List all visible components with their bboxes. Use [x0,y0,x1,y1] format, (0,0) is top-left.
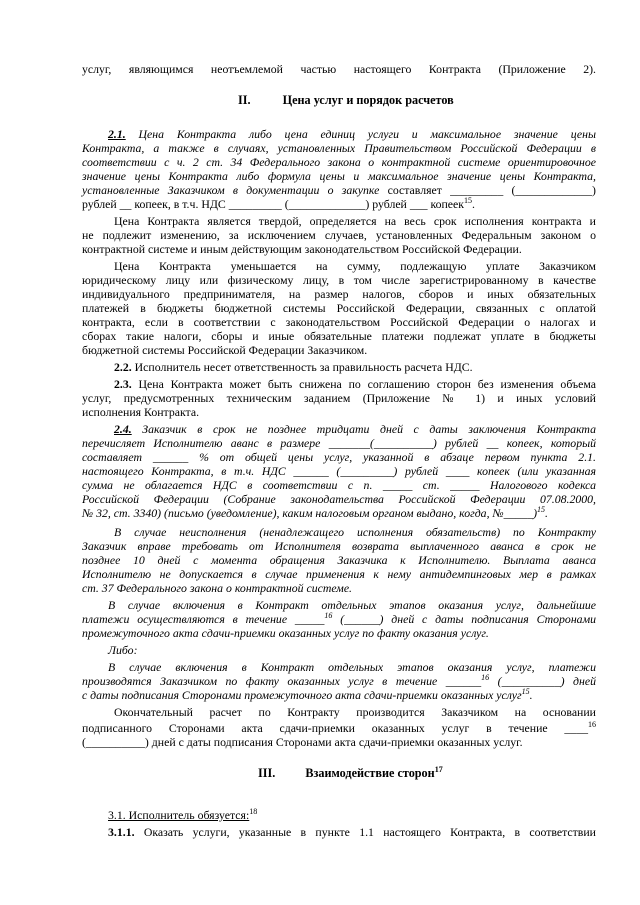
clause-3-1 [82,808,596,822]
stages-payment-text: (______) дней с даты подписания Сторонами [332,612,596,626]
clause-2-1-line: соответствии с ч. 2 ст. 34 Федерального закона о контрактной системе ориентировочное [82,155,596,169]
clause-3-1-text: 3.1. Исполнитель обязуется: [108,808,250,822]
footnote-ref: 16 [481,673,490,682]
clause-3-1-1 [82,825,596,839]
clause-2-1-line: значение цены Контракта либо формула цены и максимальное значение цены Контракта, [82,169,596,183]
final-payment-line [82,721,596,735]
firm-price-line: контрактной системе и иным действующим законодательством Российской Федерации. [82,242,522,256]
clause-2-2 [82,360,596,374]
clause-2-4-line [82,506,596,520]
advance-return-line: ст. 37 Федерального закона о контрактной системе. [82,581,353,595]
advance-return-line: Заказчик вправе требовать от Исполнителя возврата выплаченного аванса в срок не [82,539,596,553]
section-2-title: Цена услуг и порядок расчетов [282,93,454,107]
clause-2-3-line: услуг, предусмотренных техническим заданием (Приложение № 1) и иных условий [82,391,596,405]
stages-payment-line: промежуточного акта сдачи-приемки оказанных услуг по факту оказания услуг. [82,626,489,640]
stages-alt-line [82,688,596,702]
clause-2-1-number: 2.1. [108,127,126,141]
clause-2-1-line [82,127,596,141]
period: . [545,506,548,520]
tax-paragraph-line: индивидуального предпринимателя, на размер налогов, сборов и иных обязательных [82,287,596,301]
footnote-ref: 15 [464,196,473,205]
tax-paragraph-line: сборах такие налоги, сборы и иные обязательные платежи подлежат уплате в бюджеты [82,329,596,343]
period: . [529,688,533,702]
stages-payment-line [82,612,596,626]
clause-2-4-number: 2.4. [114,422,132,436]
clause-2-4-line [82,422,596,436]
section-3-title: Взаимодействие сторон [305,766,435,780]
clause-3-1-1-text: Оказать услуги, указанные в пункте 1.1 настоящего Контракта, в соответствии [134,825,596,839]
final-payment-line: Окончательный расчет по Контракту производится Заказчиком на основании [114,705,596,719]
clause-2-1-line: Контракта, а также в случаях, установленных Правительством Российской Федерации в [82,141,596,155]
clause-2-4-text: № 32, ст. 3340) (письмо (уведомление), каким налоговым органом выдано, когда, №_____) [82,506,538,520]
advance-return-line: В случае неисполнения (ненадлежащего исполнения обязательств) по Контракту [114,525,596,539]
either-label: Либо: [108,643,138,657]
section-2-number: II. [238,93,251,107]
clause-2-1-italic-text: установленные Заказчиком в документации о закупке [82,183,380,197]
footnote-ref: 16 [588,720,596,729]
clause-2-3-number: 2.3. [114,377,132,391]
clause-2-4-line: Российской Федерации (Собрание законодательства Российской Федерации 07.08.2000, [82,492,596,506]
firm-price-line: не подлежит изменению, за исключением случаев, установленных Федеральным законом о [82,228,596,242]
firm-price-line: Цена Контракта является твердой, определяется на весь срок исполнения контракта и [114,214,596,228]
clause-2-4-line: перечисляет Исполнителю аванс в размере _______(__________) рублей __ копеек, который [82,436,596,450]
section-2-heading [238,93,454,108]
clause-2-2-text: Исполнитель несет ответственность за правильность расчета НДС. [131,360,473,374]
advance-return-line: позднее 10 дней с момента обращения Заказчика к Исполнителю. Выплата аванса [82,553,596,567]
stages-alt-text: (__________) дней [489,674,596,688]
stages-alt-text: с даты подписания Сторонами промежуточного акта сдачи-приемки оказанных услуг [82,688,522,702]
period: . [472,197,475,211]
footnote-ref: 15 [537,505,546,514]
stages-payment-text: платежи осуществляются в течение _____ [82,612,325,626]
advance-return-line: Исполнителю не допускается в случае применения к нему антидемпинговых мер в рамках [82,567,596,581]
final-payment-text: подписанного Сторонами акта сдачи-приемки оказанных услуг в течение ____ [82,721,588,735]
footnote-ref: 16 [324,611,333,620]
stages-alt-text: производятся Заказчиком по факту оказанных услуг в течение ______ [82,674,482,688]
tax-paragraph-line: юридическому лицу или физическому лицу, в том числе зарегистрированному в качестве [82,273,596,287]
stages-alt-line [82,674,596,688]
tax-paragraph-line: Цена Контракта уменьшается на сумму, подлежащую уплате Заказчиком [114,259,596,273]
footnote-ref: 18 [249,807,258,816]
clause-2-4-line: сумма не облагается НДС в соответствии с п. _____ ст. _____ Налогового кодекса [82,478,596,492]
clause-2-4-line: составляет ______ % от общей цены услуг, указанной в абзаце первом пункта 2.1. [82,450,596,464]
clause-2-4-text: Заказчик в срок не позднее тридцати дней с даты заключения Контракта [131,422,596,436]
tax-paragraph-line: бюджетной системы Российской Федерации Заказчиком. [82,343,368,357]
clause-2-2-number: 2.2. [114,360,132,374]
tax-paragraph-line: контракта, если в соответствии с законодательством Российской Федерации о налогах и [82,315,596,329]
section-3-number: III. [258,766,276,780]
clause-2-1-line [82,183,596,197]
clause-2-4-line: настоящего Контракта, в т.ч. НДС ______ (_________) рублей ____ копеек (или указанная [82,464,596,478]
price-blank: составляет _________ (_____________) [379,183,596,197]
clause-3-1-1-number: 3.1.1. [108,825,135,839]
stages-payment-line: В случае включения в Контракт отдельных этапов оказания услуг, дальнейшие [108,598,596,612]
stages-alt-line: В случае включения в Контракт отдельных этапов оказания услуг, платежи [108,660,596,674]
footnote-ref: 17 [434,765,443,774]
clause-2-1-text: Цена Контракта либо цена единиц услуги и максимальное значение цены [125,127,596,141]
clause-2-3-line [82,377,596,391]
section-3-heading [258,766,443,781]
footnote-ref: 15 [521,687,530,696]
top-line: услуг, являющимся неотъемлемой частью настоящего Контракта (Приложение 2). [82,62,596,76]
clause-2-3-line: исполнения Контракта. [82,405,200,419]
vat-blank: рублей __ копеек, в т.ч. НДС _________ (_____________) рублей ___ копеек [82,197,465,211]
clause-2-3-text: Цена Контракта может быть снижена по соглашению сторон без изменения объема [131,377,596,391]
final-payment-line: (__________) дней с даты подписания Сторонами акта сдачи-приемки оказанных услуг. [82,735,523,749]
tax-paragraph-line: платежей в бюджеты бюджетной системы Российской Федерации, связанных с оплатой [82,301,596,315]
clause-2-1-line [82,197,596,211]
